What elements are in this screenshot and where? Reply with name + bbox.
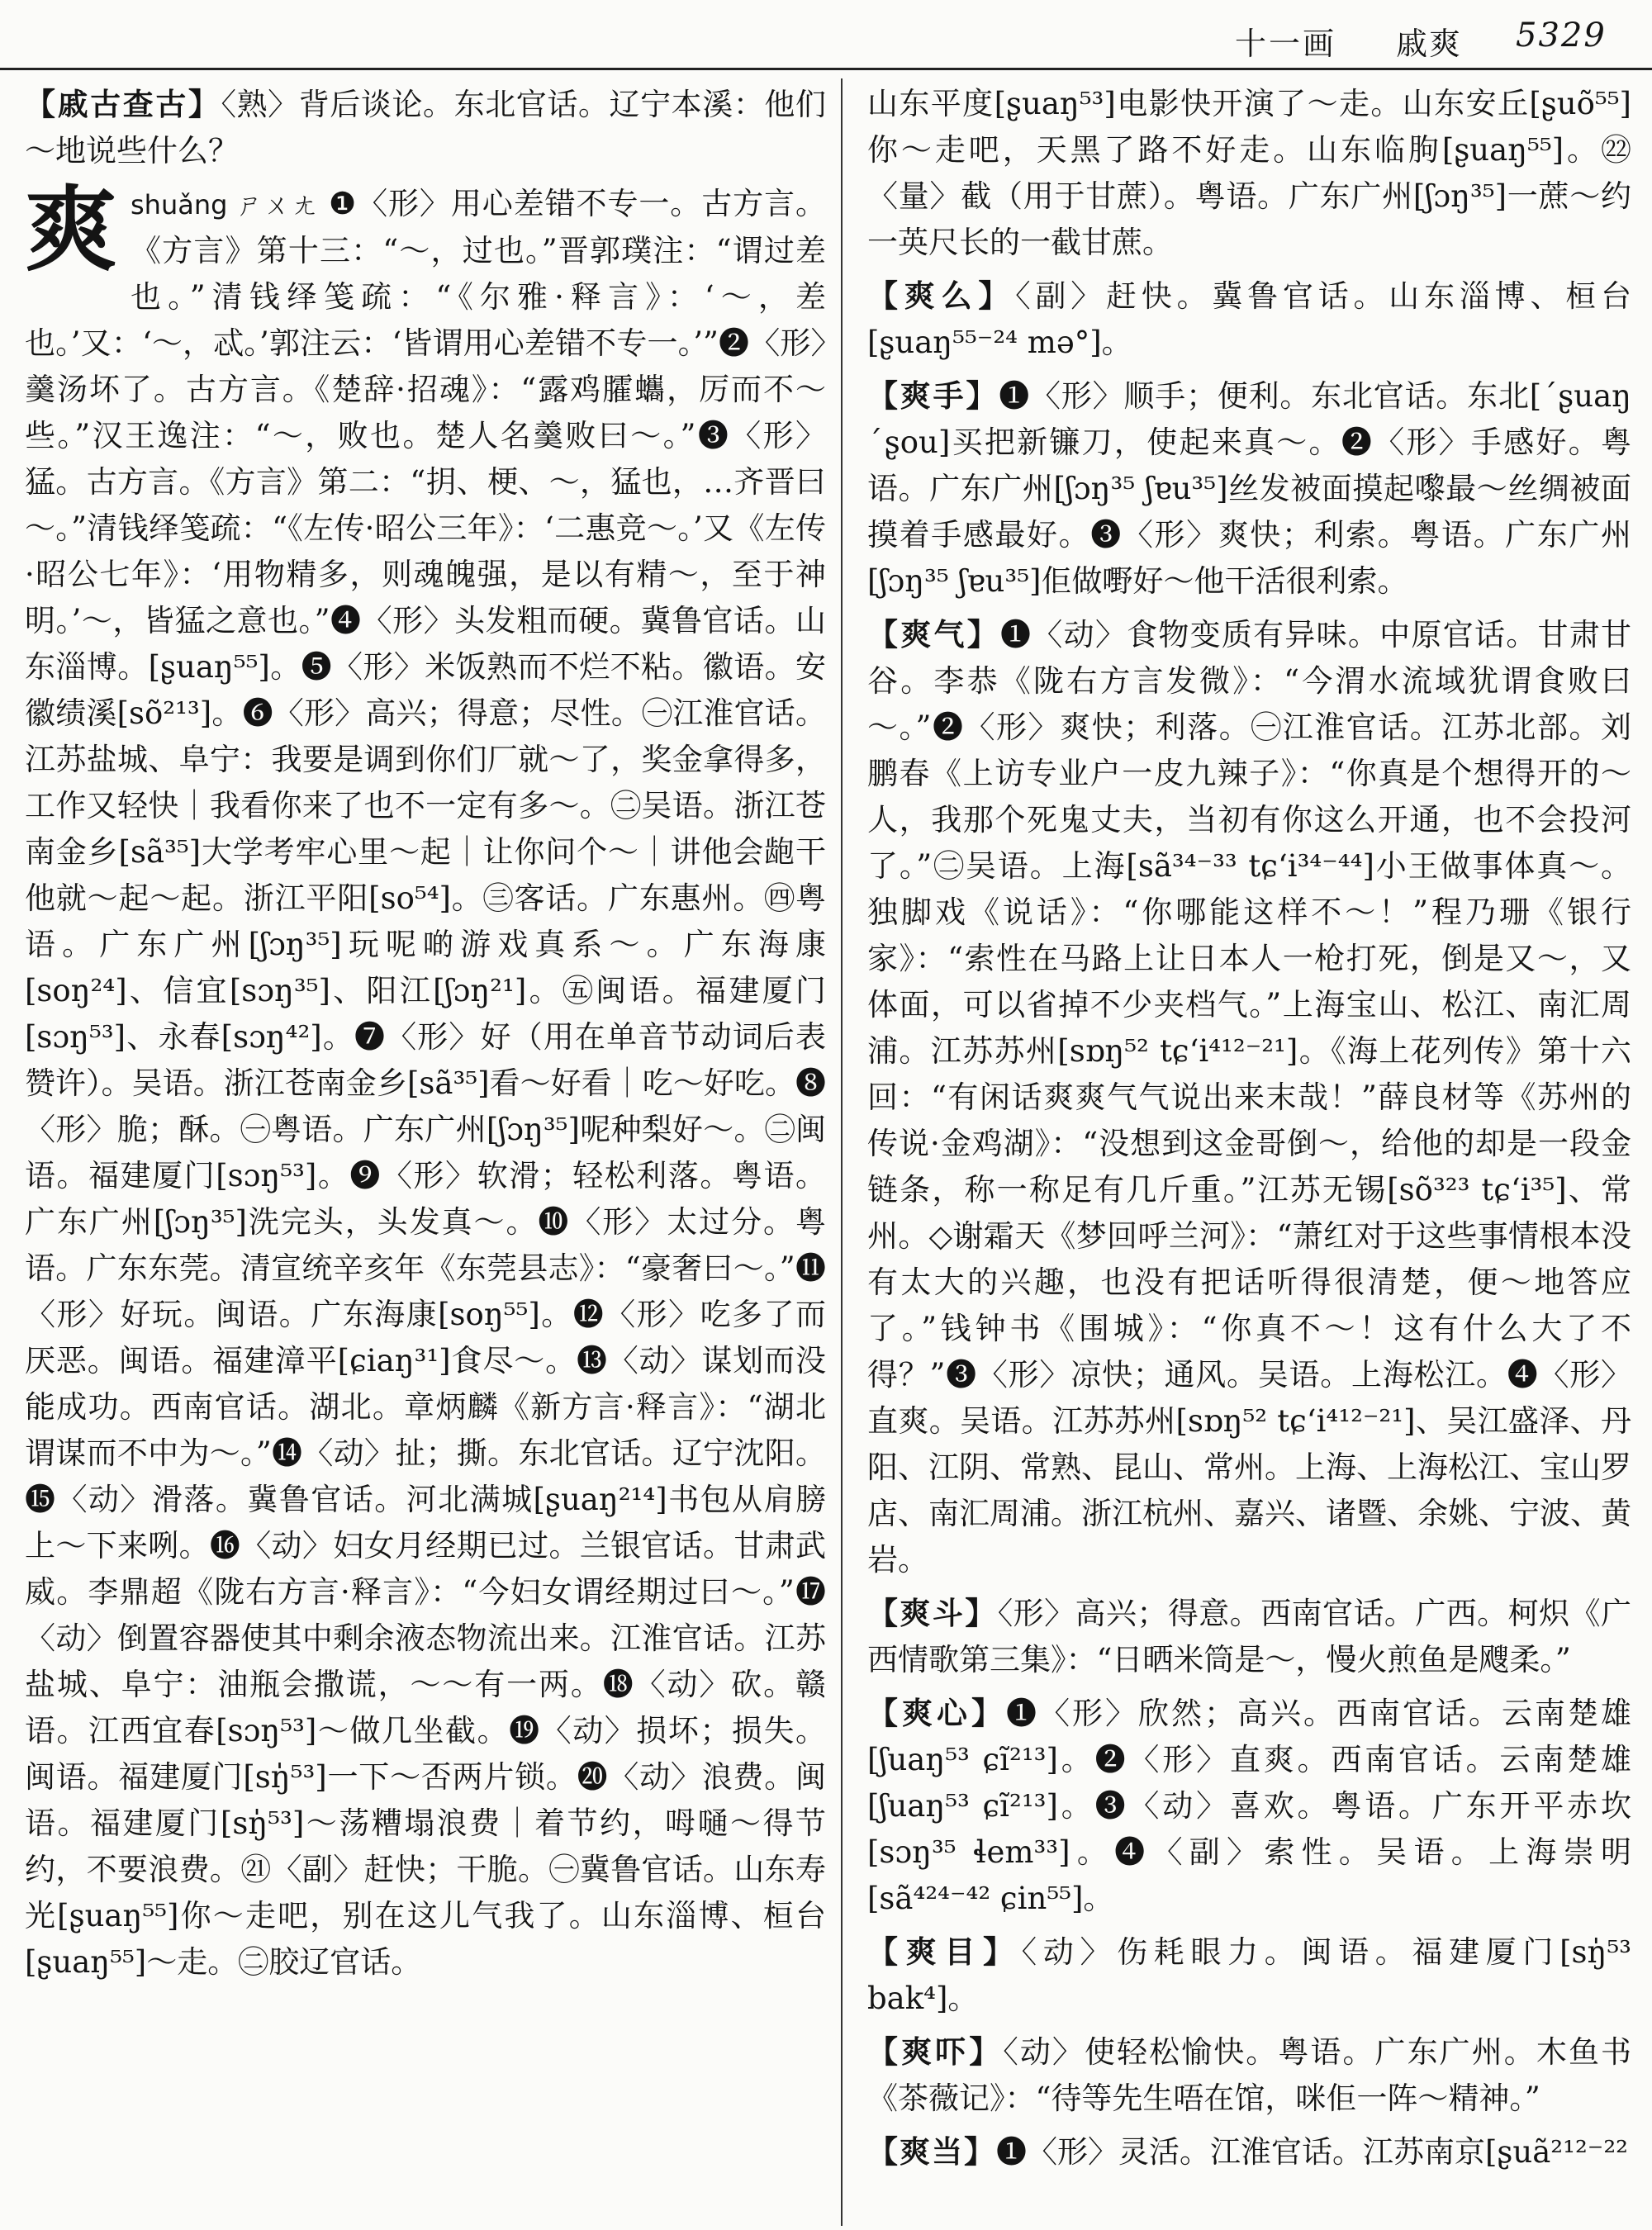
main-pinyin: shuǎng ㄕㄨㄤ	[131, 189, 319, 221]
main-entry-shuang	[25, 176, 826, 1986]
main-body: ❶〈形〉用心差错不专一。古方言。《方言》第十三：“～，过也。”晋郭璞注：“谓过差也。”清钱绎笺疏：“《尔雅·释言》：‘～，差也。’又：‘～，忒。’郭注云：‘皆谓用心差错不专一。’”❷〈形〉羹汤坏了。古方言。《楚辞·招魂》：“露鸡臛蠵，厉而不～些。”汉王逸注：“～，败也。楚人名羹败曰～。”❸〈形〉猛。古方言。《方言》第二：“抈、梗、～，猛也，…齐晋曰～。”清钱绎笺疏：“《左传·昭公三年》：‘二惠竞～。’又《左传·昭公七年》：‘用物精多，则魂魄强，是以有精～，至于神明。’～，皆猛之意也。”❹〈形〉头发粗而硬。冀鲁官话。山东淄博。[ʂuaŋ⁵⁵]。❺〈形〉米饭熟而不烂不粘。徽语。安徽绩溪[sõ²¹³]。❻〈形〉高兴；得意；尽性。㊀江淮官话。江苏盐城、阜宁：我要是调到你们厂就～了，奖金拿得多，工作又轻快｜我看你来了也不一定有多～。㊁吴语。浙江苍南金乡[sã³⁵]大学考牢心里～起｜让你问个～｜讲他会龅干他就～起～起。浙江平阳[so⁵⁴]。㊂客话。广东惠州。㊃粤语。广东广州[ʃɔŋ³⁵]玩呢啲游戏真系～。广东海康[soŋ²⁴]、信宜[sɔŋ³⁵]、阳江[ʃɔŋ²¹]。㊄闽语。福建厦门[sɔŋ⁵³]、永春[sɔŋ⁴²]。❼〈形〉好（用在单音节动词后表赞许）。吴语。浙江苍南金乡[sã³⁵]看～好看｜吃～好吃。❽〈形〉脆；酥。㊀粤语。广东广州[ʃɔŋ³⁵]呢种梨好～。㊁闽语。福建厦门[sɔŋ⁵³]。❾〈形〉软滑；轻松利落。粤语。广东广州[ʃɔŋ³⁵]洗完头，头发真～。❿〈形〉太过分。粤语。广东东莞。清宣统辛亥年《东莞县志》：“豪奢曰～。”⓫〈形〉好玩。闽语。广东海康[soŋ⁵⁵]。⓬〈形〉吃多了而厌恶。闽语。福建漳平[ɕiaŋ³¹]食尽～。⓭〈动〉谋划而没能成功。西南官话。湖北。章炳麟《新方言·释言》：“湖北谓谋而不中为～。”⓮〈动〉扯；撕。东北官话。辽宁沈阳。⓯〈动〉滑落。冀鲁官话。河北满城[ʂuaŋ²¹⁴]书包从肩膀上～下来咧。⓰〈动〉妇女月经期已过。兰银官话。甘肃武威。李鼎超《陇右方言·释言》：“今妇女谓经期过曰～。”⓱〈动〉倒置容器使其中剩余液态物流出来。江淮官话。江苏盐城、阜宁：油瓶会撒谎，～～有一两。⓲〈动〉砍。赣语。江西宜春[sɔŋ⁵³]～做几坐截。⓳〈动〉损坏；损失。闽语。福建厦门[sŋ̍⁵³]一下～否两片锁。⓴〈动〉浪费。闽语。福建厦门[sŋ̍⁵³]～荡糟塌浪费｜着节约，呣嗵～得节约，不要浪费。㉑〈副〉赶快；干脆。㊀冀鲁官话。山东寿光[ʂuaŋ⁵⁵]你～走吧，别在这儿气我了。山东淄博、桓台[ʂuaŋ⁵⁵]～走。㊁胶辽官话。	[25, 186, 826, 1980]
entry-shuangdou	[867, 1590, 1631, 1683]
page-header	[0, 10, 1652, 70]
entry-shuangme	[867, 273, 1631, 366]
column-divider	[841, 78, 843, 2226]
entry-headword: 【爽手】	[867, 377, 999, 414]
entry-shuangmu	[867, 1929, 1631, 2022]
entry-shuangxia	[867, 2028, 1631, 2122]
entry-headword: 【爽气】	[867, 616, 1001, 652]
entry-headword: 【爽当】	[867, 2133, 996, 2170]
entry-body: ❶〈形〉灵活。江淮官话。江苏南京[ʂuã²¹²⁻²²	[996, 2134, 1629, 2170]
entry-continuation: 山东平度[ʂuaŋ⁵³]电影快开演了～走。山东安丘[ʂuõ⁵⁵]你～走吧，天黑了路不好走。山东临朐[ʂuaŋ⁵⁵]。㉒〈量〉截（用于甘蔗）。粤语。广东广州[ʃɔŋ³⁵]一蔗～约一英尺长的一截甘蔗。	[867, 86, 1631, 260]
entry-shuangdang	[867, 2128, 1631, 2175]
entry-headword: 【爽目】	[867, 1933, 1022, 1970]
entry-headword: 【爽吓】	[867, 2033, 1004, 2070]
entry-shuangshou	[867, 372, 1631, 605]
entry-shuangxin	[867, 1690, 1631, 1922]
running-head-chars: 戚爽	[1396, 26, 1463, 62]
left-column	[25, 81, 826, 2220]
entry-qiguchagu	[25, 81, 826, 174]
entry-headword: 【爽斗】	[867, 1595, 998, 1631]
entry-shuangqi	[867, 611, 1631, 1583]
section-label: 十一画	[1235, 26, 1337, 62]
entry-body: ❶〈形〉顺手；便利。东北官话。东北[ˊʂuaŋ ˊʂou]买把新镰刀，使起来真～。❷〈形〉手感好。粤语。广东广州[ʃɔŋ³⁵ ʃɐu³⁵]丝发被面摸起嚟最～丝绸被面摸着手感最好。❸〈形〉爽快；利索。粤语。广东广州[ʃɔŋ³⁵ ʃɐu³⁵]佢做嘢好～他干活很利索。	[867, 378, 1631, 599]
entry-body: 〈动〉使轻松愉快。粤语。广东广州。木鱼书《茶薇记》：“待等先生唔在馆，咪佢一阵～精神。”	[867, 2034, 1631, 2116]
entry-headword: 【戚古查古】	[25, 86, 221, 122]
entry-body: 〈形〉高兴；得意。西南官话。广西。柯炽《广西情歌第三集》：“日晒米筒是～，慢火煎鱼是飕柔。”	[867, 1596, 1631, 1677]
right-column	[867, 81, 1631, 2220]
entry-body: 〈熟〉背后谈论。东北官话。辽宁本溪：他们～地说些什么？	[25, 87, 826, 168]
entry-body: ❶〈动〉食物变质有异味。中原官话。甘肃甘谷。李恭《陇右方言发微》：“今渭水流域犹谓食败曰～。”❷〈形〉爽快；利落。㊀江淮官话。江苏北部。刘鹏春《上访专业户一皮九辣子》：“你真是个想得开的～人，我那个死鬼丈夫，当初有你这么开通，也不会投河了。”㊁吴语。上海[sã³⁴⁻³³ tɕʻi³⁴⁻⁴⁴]小王做事体真～。独脚戏《说话》：“你哪能这样不～！”程乃珊《银行家》：“索性在马路上让日本人一枪打死，倒是又～，又体面，可以省掉不少夹档气。”上海宝山、松江、南汇周浦。江苏苏州[sɒŋ⁵² tɕʻi⁴¹²⁻²¹]。《海上花列传》第十六回：“有闲话爽爽气气说出来末哉！”薛良材等《苏州的传说·金鸡湖》：“没想到这金哥倒～，给他的却是一段金链条，称一称足有几斤重。”江苏无锡[sõ³²³ tɕʻi³⁵]、常州。◇谢霜天《梦回呼兰河》：“萧红对于这些事情根本没有太大的兴趣，也没有把话听得很清楚，便～地答应了。”钱钟书《围城》：“你真不～！这有什么大了不得？”❸〈形〉凉快；通风。吴语。上海松江。❹〈形〉直爽。吴语。江苏苏州[sɒŋ⁵² tɕʻi⁴¹²⁻²¹]、吴江盛泽、丹阳、江阴、常熟、昆山、常州。上海、上海松江、宝山罗店、南汇周浦。浙江杭州、嘉兴、诸暨、余姚、宁波、黄岩。	[867, 617, 1631, 1578]
entry-headword: 【爽心】	[867, 1695, 1006, 1731]
entry-body: 〈副〉赶快。冀鲁官话。山东淄博、桓台[ʂuaŋ⁵⁵⁻²⁴ mə°]。	[867, 278, 1631, 360]
page-number: 5329	[1516, 17, 1607, 55]
entry-body: ❶〈形〉欣然；高兴。西南官话。云南楚雄[ʃuaŋ⁵³ ɕĩ²¹³]。❷〈形〉直爽。西南官话。云南楚雄[ʃuaŋ⁵³ ɕĩ²¹³]。❸〈动〉喜欢。粤语。广东开平赤坎[sɔŋ³⁵ ɬem³³]。❹〈副〉索性。吴语。上海崇明[sã⁴²⁴⁻⁴² ɕin⁵⁵]。	[867, 1696, 1631, 1916]
entry-headword: 【爽么】	[867, 278, 1016, 314]
main-headword: 爽	[25, 176, 117, 284]
entry-body: 〈动〉伤耗眼力。闽语。福建厦门[sŋ̍⁵³ bak⁴]。	[867, 1934, 1631, 2016]
